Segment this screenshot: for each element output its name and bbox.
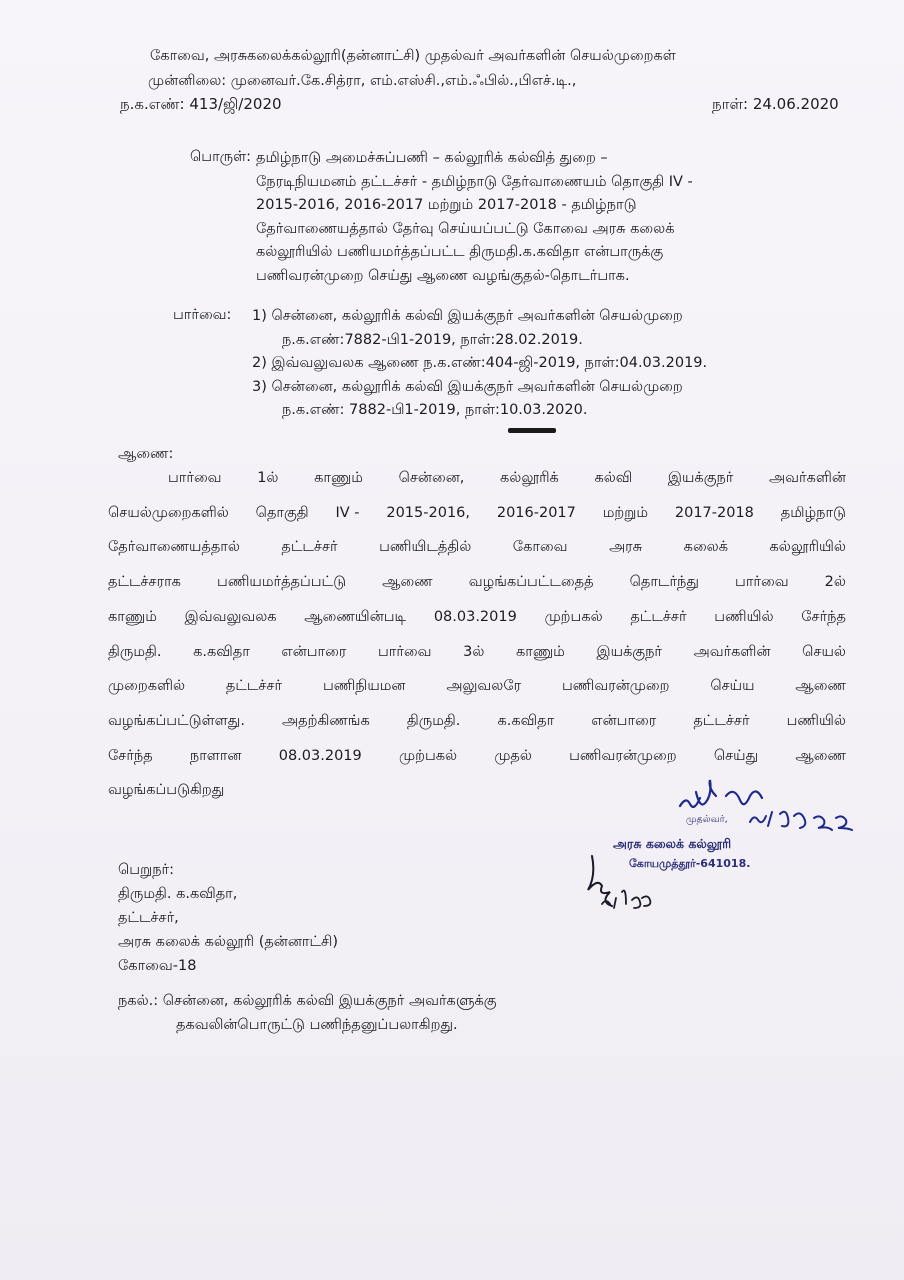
- order-word: IV -: [335, 504, 360, 521]
- order-word: பார்வை: [735, 574, 789, 591]
- order-word: சேர்ந்த: [801, 608, 846, 625]
- order-word: என்பாரை: [281, 643, 347, 660]
- order-word: சென்னை,: [398, 470, 465, 486]
- order-word: பணிநியமன: [322, 678, 406, 695]
- subject-line: 2015-2016, 2016-2017 மற்றும் 2017-2018 - தமிழ்நாடு: [256, 197, 637, 213]
- copy-to-block: [118, 989, 497, 1037]
- order-word: நாளான: [189, 747, 242, 764]
- order-word: பார்வை: [168, 470, 222, 486]
- order-word: செய்ய: [710, 678, 755, 695]
- order-word: தமிழ்நாடு: [780, 504, 846, 521]
- order-word: அவர்களின்: [693, 643, 771, 660]
- copy-line: நகல்.: சென்னை, கல்லூரிக் கல்வி இயக்குநர் அவர்களுக்கு: [118, 993, 497, 1009]
- order-word: காணும்: [108, 608, 157, 625]
- subject-label: பொருள்:: [190, 149, 252, 165]
- order-word: க.கவிதா: [497, 712, 555, 729]
- references-block: [252, 305, 707, 423]
- order-word: அலுவலரே: [446, 678, 522, 695]
- order-word: பணியமர்த்தப்பட்டு: [217, 574, 347, 591]
- order-word: காணும்: [515, 643, 565, 660]
- order-body: [108, 461, 846, 808]
- copy-line: தகவலின்பொருட்டு பணிந்தனுப்பலாகிறது.: [176, 1017, 458, 1033]
- order-word: முற்பகல்: [399, 747, 458, 764]
- reference-number: ந.க.எண்: 413/ஜி/2020: [120, 95, 282, 113]
- reference-item-continuation: ந.க.எண்: 7882-பி1-2019, நாள்:10.03.2020.: [282, 402, 588, 418]
- order-word: 2ல்: [824, 574, 846, 591]
- order-word: இவ்வலுவலக: [184, 608, 277, 625]
- order-word: 1ல்: [257, 470, 279, 486]
- order-word: முதல்: [494, 747, 532, 764]
- order-word: 2016-2017: [496, 504, 576, 521]
- order-word: முற்பகல்: [544, 608, 603, 625]
- order-date: நாள்: 24.06.2020: [712, 95, 839, 113]
- order-word: திருமதி.: [406, 712, 461, 729]
- order-body-line: [108, 530, 846, 565]
- subject-line: நேரடிநியமனம் தட்டச்சர் - தமிழ்நாடு தேர்வாணையம் தொகுதி IV -: [256, 173, 693, 190]
- order-word: பணியில்: [786, 712, 846, 729]
- order-word: தட்டச்சர்: [693, 712, 750, 729]
- order-word: தட்டச்சர்: [281, 539, 338, 556]
- order-word: கோவை: [512, 539, 568, 556]
- order-word: 3ல்: [463, 643, 485, 660]
- order-word: 08.03.2019: [278, 747, 362, 764]
- reference-item: 1) சென்னை, கல்லூரிக் கல்வி இயக்குநர் அவர்களின் செயல்முறை: [252, 308, 683, 324]
- order-word: 08.03.2019: [433, 608, 517, 625]
- recipient-line: அரசு கலைக் கல்லூரி (தன்னாட்சி): [118, 934, 339, 950]
- recipient-line: தட்டச்சர்,: [118, 910, 179, 926]
- subject-line: தமிழ்நாடு அமைச்சுப்பணி – கல்லூரிக் கல்வித் துறை –: [256, 150, 608, 166]
- subject-line: கல்லூரியில் பணியமர்த்தப்பட்ட திருமதி.க.கவிதா என்பாருக்கு: [256, 244, 664, 260]
- presiding-officer-line: முன்னிலை: முனைவர்.கே.சித்ரா, எம்.எஸ்சி.,எம்.ஃபில்.,பிஎச்.டி.,: [148, 73, 577, 89]
- recipient-block: [118, 858, 338, 978]
- order-word: கலைக்: [683, 539, 728, 556]
- order-word: பணிவரன்முறை: [562, 678, 670, 695]
- order-body-line: [108, 600, 846, 635]
- recipient-label: பெறுநர்:: [118, 862, 174, 878]
- order-word: பணிவரன்முறை: [569, 747, 677, 764]
- order-word: 2015-2016,: [386, 504, 471, 521]
- order-word: அதற்கிணங்க: [282, 712, 370, 729]
- reference-item: 3) சென்னை, கல்லூரிக் கல்வி இயக்குநர் அவர்களின் செயல்முறை: [252, 378, 683, 395]
- order-word: அரசு: [609, 539, 643, 556]
- order-word: ஆணை: [795, 678, 846, 695]
- subject-line: தேர்வாணையத்தால் தேர்வு செய்யப்பட்டு கோவை அரசு கலைக்: [256, 220, 675, 237]
- office-heading: கோவை, அரசுகலைக்கல்லூரி(தன்னாட்சி) முதல்வர் அவர்களின் செயல்முறைகள்: [150, 48, 676, 64]
- order-word: ஆணை: [382, 574, 433, 591]
- references-label: பார்வை:: [173, 307, 232, 323]
- order-word: பார்வை: [377, 643, 432, 660]
- second-signature-icon: [582, 848, 662, 918]
- order-word: கல்வி: [594, 470, 633, 486]
- order-word: மற்றும்: [602, 504, 649, 521]
- order-word: வழங்கப்பட்டுள்ளது.: [108, 712, 245, 729]
- order-word: முறைகளில்: [108, 678, 186, 695]
- order-word: தட்டச்சர்: [225, 678, 283, 695]
- order-word: இயக்குநர்: [596, 643, 662, 660]
- section-divider: [508, 428, 556, 433]
- order-body-line: [108, 669, 846, 704]
- order-word: கல்லூரியில்: [769, 539, 846, 556]
- order-word: ஆணை: [795, 747, 846, 764]
- order-body-line: [108, 565, 846, 600]
- order-word: அவர்களின்: [769, 470, 846, 486]
- order-word: கல்லூரிக்: [500, 470, 559, 486]
- order-body-line: [108, 635, 846, 670]
- order-label: ஆணை:: [118, 446, 174, 462]
- subject-block: [256, 147, 856, 288]
- reference-item-continuation: ந.க.எண்:7882-பி1-2019, நாள்:28.02.2019.: [282, 331, 583, 348]
- order-word: தட்டச்சர்: [630, 608, 687, 625]
- order-word: தொகுதி: [255, 504, 309, 521]
- recipient-line: கோவை-18: [118, 958, 197, 974]
- college-stamp-address: கோயமுத்தூர்-641018.: [629, 857, 751, 870]
- order-body-line: [108, 461, 846, 496]
- order-word: தேர்வாணையத்தால்: [108, 539, 240, 556]
- order-body-line: [108, 496, 846, 531]
- order-word: இயக்குநர்: [667, 470, 734, 486]
- order-word: 2017-2018: [674, 504, 754, 521]
- order-word: சேர்ந்த: [108, 747, 153, 764]
- college-stamp-line: அரசு கலைக் கல்லூரி: [613, 836, 732, 851]
- signatory-designation: முதல்வர்,: [686, 814, 728, 825]
- reference-item: 2) இவ்வலுவலக ஆணை ந.க.எண்:404-ஜி-2019, நாள்:04.03.2019.: [252, 355, 708, 371]
- order-word: பணியில்: [714, 608, 774, 625]
- order-word: செய்து: [713, 747, 759, 764]
- order-word: தொடர்ந்து: [629, 574, 699, 591]
- order-word: பணியிடத்தில்: [379, 539, 472, 556]
- order-word: காணும்: [314, 470, 363, 486]
- order-word: ஆணையின்படி: [304, 608, 407, 625]
- recipient-line: திருமதி. க.கவிதா,: [118, 886, 238, 902]
- order-word: திருமதி.: [108, 643, 162, 660]
- order-word: வழங்கப்படுகிறது: [108, 782, 225, 799]
- order-word: தட்டச்சராக: [108, 574, 181, 591]
- order-word: என்பாரை: [591, 712, 657, 729]
- order-body-line: [108, 739, 846, 774]
- order-word: செயல்: [802, 643, 846, 660]
- order-word: க.கவிதா: [193, 643, 250, 660]
- order-body-line: [108, 704, 846, 739]
- order-word: செயல்முறைகளில்: [108, 504, 229, 521]
- order-word: வழங்கப்பட்டதைத்: [468, 574, 594, 591]
- subject-line: பணிவரன்முறை செய்து ஆணை வழங்குதல்-தொடர்பாக.: [256, 267, 630, 284]
